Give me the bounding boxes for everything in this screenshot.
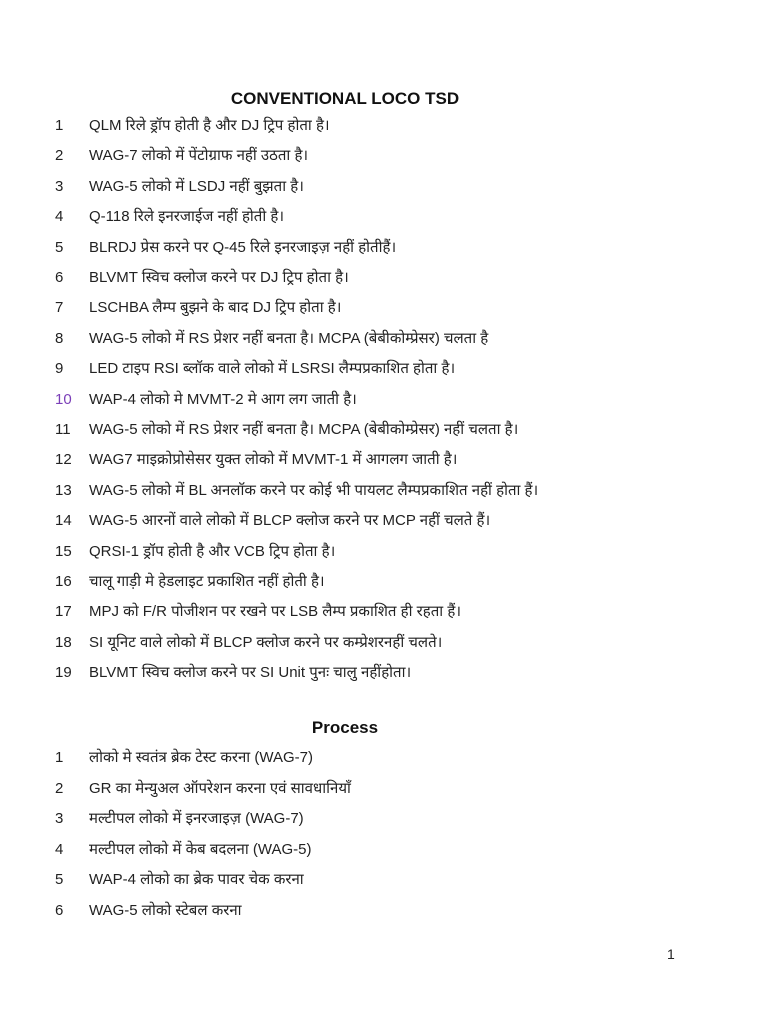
page-number: 1 (667, 946, 675, 962)
item-number: 6 (55, 902, 64, 919)
item-text: MPJ को F/R पोजीशन पर रखने पर LSB लैम्प प्रकाशित ही रहता हैं। (89, 603, 462, 621)
item-number: 2 (55, 779, 64, 797)
item-text: WAG7 माइक्रोप्रोसेसर युक्त लोको में MVMT-1 में आगलग जाती है। (89, 451, 458, 469)
item-text: GR का मेन्युअल ऑपरेशन करना एवं सावधानियाँ (89, 779, 351, 797)
item-number: 13 (55, 481, 72, 499)
item-number: 3 (55, 177, 64, 195)
item-text: BLRDJ प्रेस करने पर Q-45 रिले इनरजाइज़ नहीं होतीहैं। (89, 238, 397, 256)
item-number: 15 (55, 542, 72, 560)
item-text: Q-118 रिले इनरजाईज नहीं होती है। (89, 208, 285, 226)
item-number: 4 (55, 208, 64, 226)
item-text: BLVMT स्विच क्लोज करने पर DJ ट्रिप होता है। (89, 269, 349, 286)
item-text: WAG-5 लोको स्टेबल करना (89, 902, 242, 919)
item-text: WAP-4 लोको मे MVMT-2 मे आग लग जाती है। (89, 390, 357, 408)
item-text: WAG-5 लोको में LSDJ नहीं बुझता है। (89, 177, 304, 195)
item-number: 8 (55, 329, 64, 347)
item-text: LED टाइप RSI ब्लॉक वाले लोको में LSRSI लैम्पप्रकाशित होता है। (89, 360, 456, 378)
item-text: QRSI-1 ड्रॉप होती है और VCB ट्रिप होता है। (89, 542, 336, 560)
item-text: WAG-5 लोको में BL अनलॉक करने पर कोई भी पायलट लैम्पप्रकाशित नहीं होता हैं। (89, 481, 539, 499)
item-number: 2 (55, 147, 64, 165)
item-number: 19 (55, 664, 72, 682)
item-number: 12 (55, 451, 72, 469)
item-text: WAG-5 लोको में RS प्रेशर नहीं बनता है। MCPA (बेबीकोम्प्रेसर) चलता है (89, 329, 489, 347)
item-text: मल्टीपल लोको में केब बदलना (WAG-5) (89, 840, 312, 858)
process-heading: Process (311, 718, 379, 737)
item-number: 5 (55, 238, 64, 256)
item-text: WAP-4 लोको का ब्रेक पावर चेक करना (89, 871, 304, 889)
item-text: BLVMT स्विच क्लोज करने पर SI Unit पुनः चालु नहींहोता। (89, 664, 412, 682)
item-number: 1 (55, 749, 64, 766)
item-text: SI यूनिट वाले लोको में BLCP क्लोज करने पर कम्प्रेशरनहीं चलते। (89, 633, 443, 651)
item-text: WAG-5 आरनों वाले लोको में BLCP क्लोज करने पर MCP नहीं चलते हैं। (89, 512, 491, 530)
item-number: 9 (55, 360, 64, 378)
item-number: 1 (55, 117, 64, 134)
item-number: 11 (55, 421, 71, 438)
document-title: CONVENTIONAL LOCO TSD (230, 89, 460, 108)
item-text: लोको मे स्वतंत्र ब्रेक टेस्ट करना (WAG-7) (89, 749, 313, 766)
item-text: मल्टीपल लोको में इनरजाइज़ (WAG-7) (89, 810, 304, 828)
item-number: 4 (55, 840, 64, 858)
item-text: WAG-7 लोको में पेंटोग्राफ नहीं उठता है। (89, 147, 309, 165)
item-number: 17 (55, 603, 72, 621)
item-number: 7 (55, 299, 64, 317)
item-number: 3 (55, 810, 64, 828)
item-number: 6 (55, 269, 64, 286)
item-number: 10 (55, 390, 72, 408)
item-text: LSCHBA लैम्प बुझने के बाद DJ ट्रिप होता है। (89, 299, 342, 317)
item-number: 16 (55, 573, 72, 590)
item-text: चालू गाड़ी मे हेडलाइट प्रकाशित नहीं होती है। (89, 573, 325, 590)
item-number: 14 (55, 512, 72, 530)
item-text: QLM रिले ड्रॉप होती है और DJ ट्रिप होता है। (89, 117, 330, 134)
item-number: 5 (55, 871, 64, 889)
item-number: 18 (55, 633, 72, 651)
item-text: WAG-5 लोको में RS प्रेशर नहीं बनता है। MCPA (बेबीकोम्प्रेसर) नहीं चलता है। (89, 421, 519, 438)
